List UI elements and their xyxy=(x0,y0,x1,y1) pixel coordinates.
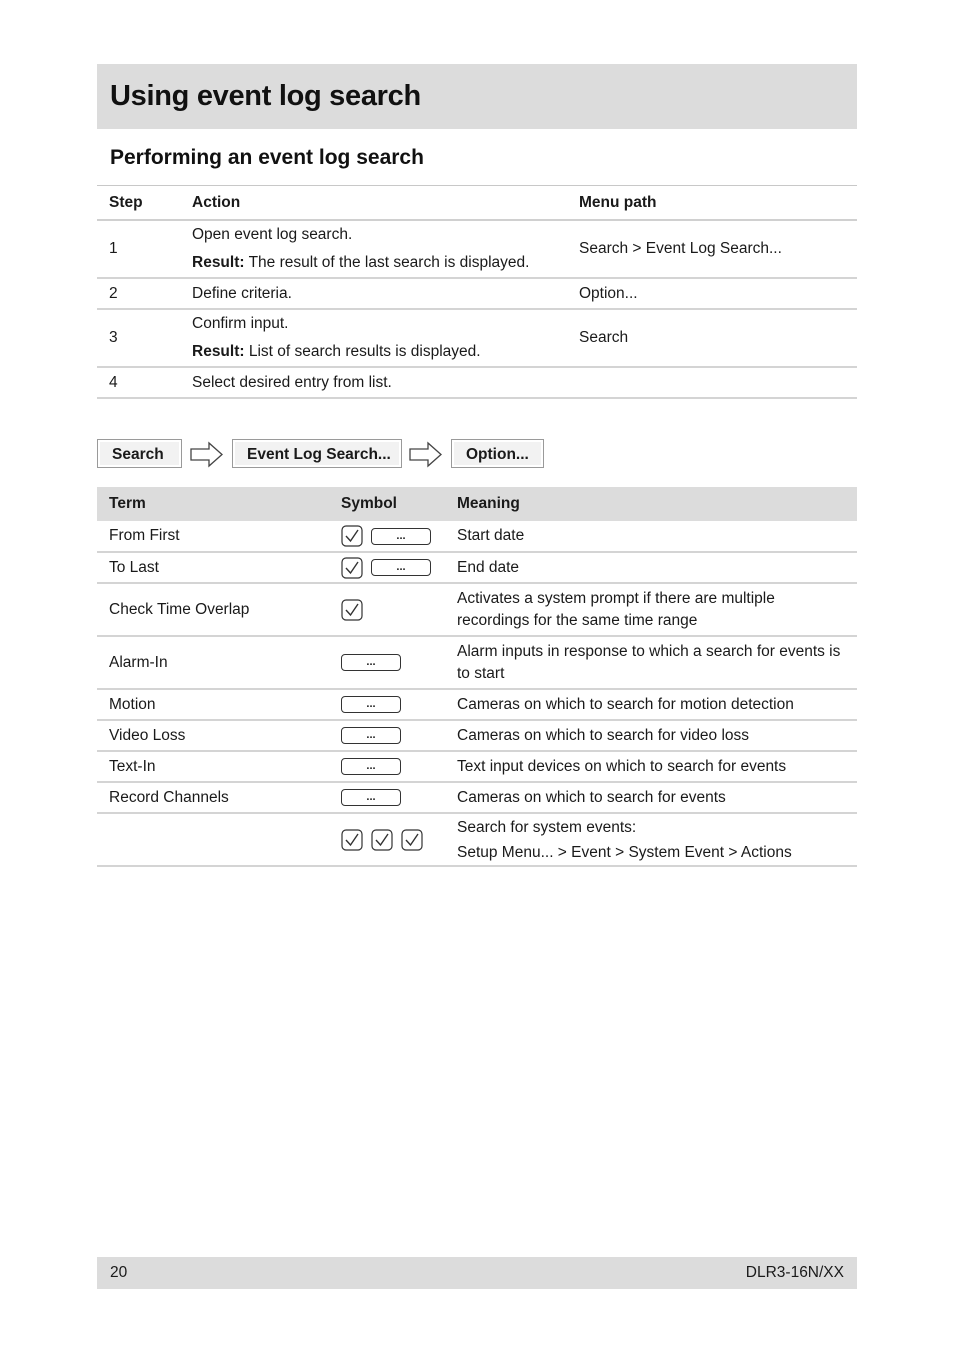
table-row xyxy=(97,751,857,782)
meaning-text: Setup Menu... > Event > System Event > Actions xyxy=(457,843,792,861)
path-option-button[interactable]: Option... xyxy=(451,439,544,468)
header-symbol: Symbol xyxy=(329,487,445,521)
meaning-cell xyxy=(445,583,857,636)
page-footer xyxy=(97,1257,857,1289)
ellipsis-button: ... xyxy=(371,528,431,545)
ellipsis-button: ... xyxy=(341,696,401,713)
table-row xyxy=(97,309,857,367)
checkbox-icon xyxy=(341,525,363,547)
table-row xyxy=(97,636,857,689)
table-row xyxy=(97,278,857,309)
symbol-cell xyxy=(329,689,445,720)
step-number: 4 xyxy=(97,367,180,398)
symbol-group xyxy=(341,789,433,806)
page-title-bar xyxy=(97,64,857,129)
table-row xyxy=(97,720,857,751)
checkbox-icon xyxy=(341,829,363,851)
symbol-cell xyxy=(329,583,445,636)
table-row xyxy=(97,220,857,278)
checkbox-icon xyxy=(341,557,363,579)
arrow-right-icon xyxy=(189,441,225,468)
step-number: 3 xyxy=(97,309,180,367)
table-row xyxy=(97,782,857,813)
step-menu-path: Search > Event Log Search... xyxy=(567,220,857,278)
symbol-group xyxy=(341,525,433,547)
meaning-cell xyxy=(445,782,857,813)
ellipsis-button: ... xyxy=(341,758,401,775)
path-search-button[interactable]: Search xyxy=(97,439,182,468)
step-action xyxy=(180,220,567,278)
ellipsis-button: ... xyxy=(341,727,401,744)
arrow-right-icon xyxy=(408,441,444,468)
symbol-cell xyxy=(329,751,445,782)
step-action: Define criteria. xyxy=(180,278,567,309)
action-text: Confirm input. xyxy=(192,315,289,332)
table-row xyxy=(97,521,857,552)
symbol-cell xyxy=(329,782,445,813)
meaning-cell xyxy=(445,751,857,782)
meaning-text: Cameras on which to search for events xyxy=(457,788,726,806)
page-number: 20 xyxy=(110,1264,128,1281)
terms-table xyxy=(97,487,857,867)
table-row xyxy=(97,552,857,583)
result-text: The result of the last search is displayed. xyxy=(248,254,530,271)
meaning-text: Cameras on which to search for motion detection xyxy=(457,695,794,713)
term-cell: Check Time Overlap xyxy=(97,583,329,636)
page-title: Using event log search xyxy=(110,80,421,112)
table-row xyxy=(97,813,857,866)
meaning-cell xyxy=(445,689,857,720)
symbol-group xyxy=(341,758,433,775)
meaning-cell xyxy=(445,552,857,583)
checkbox-icon xyxy=(401,829,423,851)
action-result xyxy=(192,338,555,366)
step-number: 2 xyxy=(97,278,180,309)
ellipsis-button: ... xyxy=(341,789,401,806)
action-result xyxy=(192,249,555,277)
term-cell: Video Loss xyxy=(97,720,329,751)
meaning-cell xyxy=(445,636,857,689)
meaning-text: Alarm inputs in response to which a search for events is to start xyxy=(457,642,841,682)
step-action xyxy=(180,309,567,367)
symbol-cell xyxy=(329,552,445,583)
symbol-cell xyxy=(329,636,445,689)
step-menu-path: Option... xyxy=(567,278,857,309)
ellipsis-button: ... xyxy=(371,559,431,576)
symbol-cell xyxy=(329,813,445,866)
result-text: List of search results is displayed. xyxy=(248,343,481,360)
step-number: 1 xyxy=(97,220,180,278)
header-menu-path: Menu path xyxy=(567,186,857,221)
header-action: Action xyxy=(180,186,567,221)
step-action: Select desired entry from list. xyxy=(180,367,567,398)
step-menu-path xyxy=(567,367,857,398)
model-number: DLR3-16N/XX xyxy=(745,1264,844,1281)
meaning-text: Activates a system prompt if there are multiple recordings for the same time range xyxy=(457,589,775,629)
result-label: Result: xyxy=(192,254,245,271)
step-menu-path: Search xyxy=(567,309,857,367)
term-cell: To Last xyxy=(97,552,329,583)
steps-table-header xyxy=(97,186,857,221)
term-cell: Record Channels xyxy=(97,782,329,813)
meaning-text: Start date xyxy=(457,527,525,544)
table-row xyxy=(97,689,857,720)
symbol-group xyxy=(341,829,433,851)
steps-table xyxy=(97,185,857,399)
term-cell: From First xyxy=(97,521,329,552)
header-step: Step xyxy=(97,186,180,221)
table-row xyxy=(97,583,857,636)
path-event-log-search-button[interactable]: Event Log Search... xyxy=(232,439,402,468)
term-cell: Motion xyxy=(97,689,329,720)
meaning-cell xyxy=(445,521,857,552)
header-term: Term xyxy=(97,487,329,521)
meaning-cell xyxy=(445,813,857,866)
symbol-cell xyxy=(329,521,445,552)
meaning-cell xyxy=(445,720,857,751)
header-meaning: Meaning xyxy=(445,487,857,521)
meaning-text: Search for system events: xyxy=(457,818,637,836)
terms-table-header xyxy=(97,487,857,521)
symbol-group xyxy=(341,599,433,621)
term-cell: Text-In xyxy=(97,751,329,782)
action-text: Open event log search. xyxy=(192,226,353,243)
checkbox-icon xyxy=(371,829,393,851)
checkbox-icon xyxy=(341,599,363,621)
section-title: Performing an event log search xyxy=(110,146,424,169)
symbol-group xyxy=(341,654,433,671)
table-row xyxy=(97,367,857,398)
symbol-group xyxy=(341,557,433,579)
term-cell: Alarm-In xyxy=(97,636,329,689)
result-label: Result: xyxy=(192,343,245,360)
symbol-group xyxy=(341,696,433,713)
meaning-text: End date xyxy=(457,558,520,576)
meaning-text: Cameras on which to search for video loss xyxy=(457,726,750,744)
meaning-text: Text input devices on which to search for events xyxy=(457,757,787,775)
term-cell xyxy=(97,813,329,866)
symbol-cell xyxy=(329,720,445,751)
symbol-group xyxy=(341,727,433,744)
ellipsis-button: ... xyxy=(341,654,401,671)
